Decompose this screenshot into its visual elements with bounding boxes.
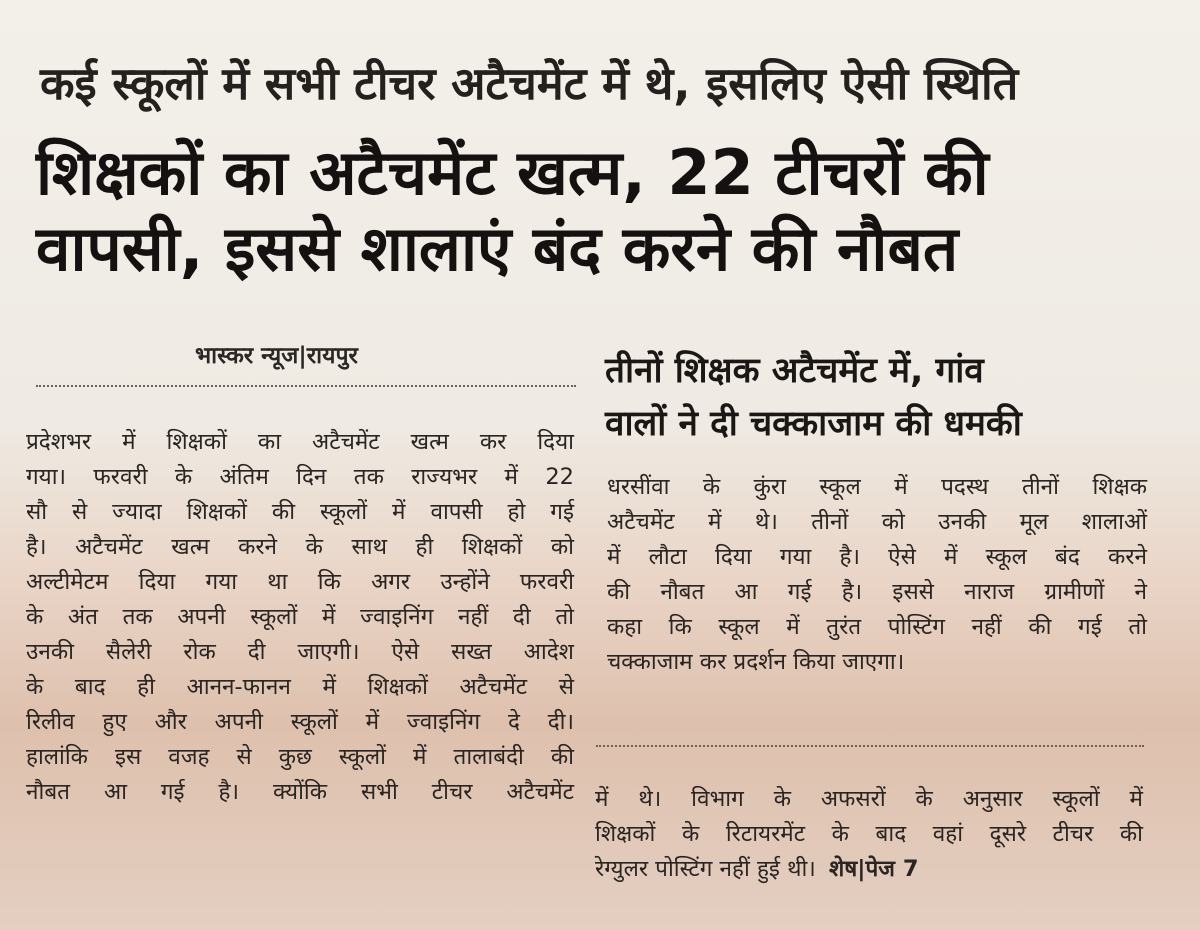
subhead-line-1: तीनों शिक्षक अटैचमेंट में, गांव [605, 351, 984, 391]
continued-page-ref: शेष|पेज 7 [828, 856, 919, 882]
body-line-text: रेग्युलर पोस्टिंग नहीं हुई थी। [595, 856, 816, 882]
headline-line-2: वापसी, इससे शालाएं बंद करने की नौबत [36, 211, 959, 285]
dotted-divider-left [36, 385, 576, 387]
body-line: के बाद ही आनन-फानन में शिक्षकों अटैचमेंट से [26, 674, 574, 700]
body-line: रिलीव हुए और अपनी स्कूलों में ज्वाइनिंग दे दी। [26, 709, 574, 735]
kicker-headline: कई स्कूलों में सभी टीचर अटैचमेंट में थे, इसलिए ऐसी स्थिति [40, 57, 1019, 110]
dotted-divider-right [596, 745, 1144, 747]
sidebar-body [607, 470, 1147, 680]
continuation-body [595, 782, 1143, 887]
body-line: प्रदेशभर में शिक्षकों का अटैचमेंट खत्म कर दिया [26, 429, 574, 455]
body-line: है। अटैचमेंट खत्म करने के साथ ही शिक्षकों को [26, 534, 574, 560]
body-line: के अंत तक अपनी स्कूलों में ज्वाइनिंग नहीं दी तो [26, 604, 574, 630]
body-line: धरसींवा के कुंरा स्कूल में पदस्थ तीनों शिक्षक [607, 474, 1147, 500]
body-line: उनकी सैलेरी रोक दी जाएगी। ऐसे सख्त आदेश [26, 639, 574, 665]
dateline: भास्कर न्यूज|रायपुर [195, 343, 358, 369]
subhead-line-2: वालों ने दी चक्काजाम की धमकी [605, 403, 1022, 444]
body-line: अटैचमेंट में थे। तीनों को उनकी मूल शालाओं [607, 509, 1147, 535]
body-line: में लौटा दिया गया है। ऐसे में स्कूल बंद करने [607, 544, 1147, 570]
body-line-last [595, 852, 1143, 887]
body-line: कहा कि स्कूल में तुरंत पोस्टिंग नहीं की गई तो [607, 614, 1147, 640]
left-column-body [26, 425, 574, 810]
body-line: हालांकि इस वजह से कुछ स्कूलों में तालाबंदी की [26, 744, 574, 770]
sidebar-subhead [605, 345, 1165, 450]
body-line: अल्टीमेटम दिया गया था कि अगर उन्होंने फरवरी [26, 569, 574, 595]
body-line: चक्काजाम कर प्रदर्शन किया जाएगा। [607, 649, 905, 675]
body-line: शिक्षकों के रिटायरमेंट के बाद वहां दूसरे टीचर की [595, 821, 1143, 847]
body-line: सौ से ज्यादा शिक्षकों की स्कूलों में वापसी हो गई [26, 499, 574, 525]
body-line: गया। फरवरी के अंतिम दिन तक राज्यभर में 22 [26, 464, 574, 490]
main-headline [36, 135, 1176, 286]
body-line: की नौबत आ गई है। इससे नाराज ग्रामीणों ने [607, 579, 1147, 605]
body-line: नौबत आ गई है। क्योंकि सभी टीचर अटैचमेंट [26, 779, 574, 805]
headline-line-1: शिक्षकों का अटैचमेंट खत्म, 22 टीचरों की [36, 136, 989, 209]
body-line: में थे। विभाग के अफसरों के अनुसार स्कूलों में [595, 786, 1143, 812]
